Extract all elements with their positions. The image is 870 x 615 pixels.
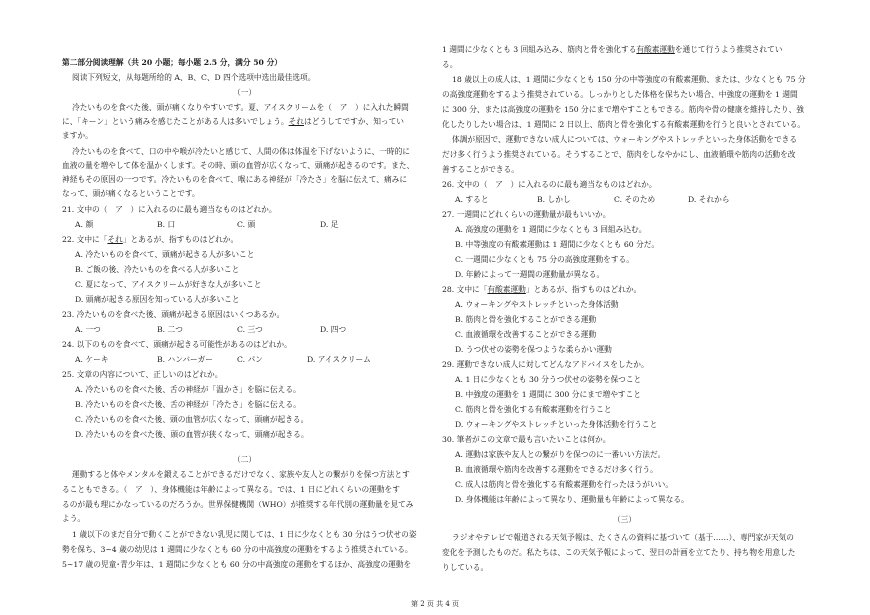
passage-3-line: ラジオやテレビで報道される天気予報は、たくさんの資料に基づいて（基于……）、専門家が天気の (452, 533, 794, 542)
passage-2-cont-line: 1 週間に少なくとも 3 回組み込み、筋肉と骨を強化する有酸素運動を通じて行うよう推奨されてい (442, 45, 783, 54)
passage-2-line: 運動すると体やメンタルを鍛えることができるだけでなく、家族や友人との繋がりを保つ方法とす (72, 470, 410, 479)
passage-1-line: 神経もその原因の一つです。冷たいものを食べて、喉にある神経が「冷たさ」を脳に伝えて、痛みに (62, 175, 408, 184)
q26-option-d[interactable]: D. それから (688, 195, 730, 204)
q23-option-c[interactable]: C. 三つ (237, 325, 263, 334)
q23-option-b[interactable]: B. 二つ (157, 325, 183, 334)
passage-1-line: ますか。 (62, 131, 93, 140)
q30-option-c[interactable]: C. 成人は筋肉と骨を強化する有酸素運動を行ったほうがいい。 (455, 480, 674, 489)
q24-option-b[interactable]: B. ハンバーガー (157, 355, 213, 364)
q30-option-b[interactable]: B. 血液循環や筋肉を改善する運動をできるだけ多く行う。 (455, 465, 658, 474)
question-30-stem: 30. 筆者がこの文章で最も言いたいことは何か。 (442, 435, 611, 444)
q29-option-b[interactable]: B. 中強度の運動を 1 週間に 300 分にまで増やすこと (455, 390, 641, 399)
passage-1-line: 冷たいものを食べた後、頭が痛くなりやすいです。夏、アイスクリームを（ ア ）に入れた瞬間 (72, 103, 409, 112)
passage-2-line: ることもできる。（ ア ）、身体機能は年齢によって異なる。では、1 日にどれくらいの運動をす (62, 485, 400, 494)
passage-2-cont-line: る。 (442, 60, 458, 69)
q25-option-c[interactable]: C. 冷たいものを食べた後、頭の血管が広くなって、頭痛が起きる。 (75, 415, 309, 424)
passage-2-line: 1 歳以下のまだ自分で動くことができない乳児に関しては、1 日に少なくとも 30 分はうつ伏せの姿 (72, 530, 417, 539)
q26-option-b[interactable]: B. しかし (537, 195, 571, 204)
q22-option-d[interactable]: D. 頭痛が起きる原因を知っている人が多いこと (75, 295, 240, 304)
question-26-stem: 26. 文中の（ ア ）に入れるのに最も適当なものはどれか。 (442, 180, 657, 189)
q29-option-a[interactable]: A. 1 日に少なくとも 30 分うつ伏せの姿勢を保つこと (455, 375, 642, 384)
underlined-word: 有酸素運動 (636, 45, 675, 54)
q24-option-c[interactable]: C. パン (237, 355, 263, 364)
passage-1-line: なって、頭が痛くなるということです。 (62, 189, 200, 198)
q21-option-b[interactable]: B. 口 (157, 220, 176, 229)
q29-option-d[interactable]: D. ウォーキングやストレッチといった身体活動を行うこと (455, 420, 658, 429)
passage-2-cont-line: に 300 分、または高強度の運動を 150 分にまで増やすこともできる。筋肉や骨の健康を維持したり、強 (442, 105, 804, 114)
q21-option-d[interactable]: D. 足 (320, 220, 339, 229)
q27-option-d[interactable]: D. 年齢によって一週間の運動量が異なる。 (455, 270, 605, 279)
question-28-stem: 28. 文中に「有酸素運動」とあるが、指すものはどれか。 (442, 285, 642, 294)
instruction: 阅读下列短文，从每题所给的 A、B、C、D 四个选项中选出最佳选项。 (72, 73, 316, 82)
q23-option-a[interactable]: A. 一つ (75, 325, 101, 334)
passage-2-cont-line: の高強度運動をするよう推奨されている。しっかりとした体格を保ちたい場合、中強度の運動を 1 週間 (442, 90, 798, 99)
q28-option-d[interactable]: D. うつ伏せの姿勢を保つような柔らかい運動 (455, 345, 612, 354)
q29-option-c[interactable]: C. 筋肉と骨を強化する有酸素運動を行うこと (455, 405, 612, 414)
q26-option-a[interactable]: A. すると (455, 195, 489, 204)
passage-2-cont-line: 化したりしたい場合は、1 週間に 2 日以上、筋肉と骨を強化する有酸素運動を行うと良いとされている。 (442, 120, 806, 129)
underlined-word: それ (288, 117, 305, 126)
q28-option-c[interactable]: C. 血液循環を改善することができる運動 (455, 330, 597, 339)
passage-1-marker: （一） (232, 88, 257, 97)
q21-option-a[interactable]: A. 顔 (75, 220, 94, 229)
q28-option-a[interactable]: A. ウォーキングやストレッチといった身体活動 (455, 300, 619, 309)
passage-2-cont-line: 善することができる。 (442, 165, 519, 174)
q21-option-c[interactable]: C. 頭 (237, 220, 256, 229)
q30-option-a[interactable]: A. 運動は家族や友人との繋がりを保つのに一番いい方法だ。 (455, 450, 666, 459)
passage-2-line: 5~17 歳の児童･青少年は、1 週間に少なくとも 60 分の中高強度の運動をするほか、高強度の運動を (62, 560, 412, 569)
passage-3-line: 変化を予測したものだ。私たちは、この天気予報によって、翌日の計画を立てたり、持ち物を用意した (442, 548, 796, 557)
passage-1-line: 血液の量を増やして体を温かくします。その時、頭の血管が広くなって、頭痛が起きるのです。また、 (62, 161, 415, 170)
question-22-stem: 22. 文中に「それ」とあるが、指すものはどれか。 (62, 235, 239, 244)
q24-option-d[interactable]: D. アイスクリーム (307, 355, 371, 364)
q27-option-c[interactable]: C. 一週間に少なくとも 75 分の高強度運動をする。 (455, 255, 634, 264)
question-24-stem: 24. 以下のものを食べて、頭痛が起きる可能性があるのはどれか。 (62, 340, 292, 349)
q26-option-c[interactable]: C. そのため (614, 195, 656, 204)
question-21-stem: 21. 文中の（ ア ）に入れるのに最も適当なものはどれか。 (62, 205, 277, 214)
question-23-stem: 23. 冷たいものを食べた後、頭痛が起きる原因はいくつあるか。 (62, 310, 285, 319)
passage-2-cont-line: 18 歳以上の成人は、1 週間に少なくとも 150 分の中等強度の有酸素運動、または、少なくとも 75 分 (452, 75, 806, 84)
q22-option-b[interactable]: B. ご飯の後、冷たいものを食べる人が多いこと (75, 265, 240, 274)
q25-option-a[interactable]: A. 冷たいものを食べた後、舌の神経が「温かさ」を脳に伝える。 (75, 385, 301, 394)
underlined-reference: それ (107, 235, 123, 244)
question-25-stem: 25. 文章の内容について、正しいのはどれか。 (62, 370, 223, 379)
passage-2-cont-line: だけ多く行うよう推奨されている。そうすることで、筋肉をしなやかにし、血液循環や筋肉の活動を改 (442, 150, 796, 159)
q30-option-d[interactable]: D. 身体機能は年齢によって異なり、運動量も年齢によって異なる。 (455, 495, 689, 504)
q28-option-b[interactable]: B. 筋肉と骨を強化することができる運動 (455, 315, 597, 324)
q27-option-a[interactable]: A. 高強度の運動を 1 週間に少なくとも 3 回組み込む。 (455, 225, 647, 234)
q22-option-c[interactable]: C. 夏になって、アイスクリームが好きな人が多いこと (75, 280, 262, 289)
q24-option-a[interactable]: A. ケーキ (75, 355, 109, 364)
q25-option-d[interactable]: D. 冷たいものを食べた後、頭の血管が狭くなって、頭痛が起きる。 (75, 430, 309, 439)
section-header: 第二部分阅读理解（共 20 小题；每小题 2.5 分，满分 50 分） (62, 58, 282, 67)
page-footer: 第 2 页 共 4 页 (410, 600, 460, 608)
question-29-stem: 29. 運動できない成人に対してどんなアドバイスをしたか。 (442, 360, 649, 369)
passage-2-line: 勢を保ち、3~4 歳の幼児は 1 週間に少なくとも 60 分の中高強度の運動をするよう推奨されている。 (62, 545, 413, 554)
passage-1-line: に、「キーン」という痛みを感じたことがある人は多いでしょう。それはどうしてですか、知ってい (62, 117, 404, 126)
q25-option-b[interactable]: B. 冷たいものを食べた後、舌の神経が「冷たさ」を脳に伝える。 (75, 400, 301, 409)
q27-option-b[interactable]: B. 中等強度の有酸素運動は 1 週間に少なくとも 60 分だ。 (455, 240, 660, 249)
underlined-reference: 有酸素運動 (487, 285, 526, 294)
passage-2-marker: （二） (232, 455, 257, 464)
passage-2-line: るのが最も理にかなっているのだろうか。世界保健機関（WHO）が推奨する年代別の運動量を見てみ (62, 500, 414, 509)
passage-2-cont-line: 体調が原因で、運動できない成人については、ウォーキングやストレッチといった身体活動をできる (452, 135, 798, 144)
passage-2-line: よう。 (62, 514, 86, 523)
q22-option-a[interactable]: A. 冷たいものを食べて、頭痛が起きる人が多いこと (75, 250, 255, 259)
q23-option-d[interactable]: D. 四つ (320, 325, 347, 334)
passage-3-line: りしている。 (442, 563, 489, 572)
question-27-stem: 27. 一週間にどれくらいの運動量が最もいいか。 (442, 210, 611, 219)
passage-3-marker: （三） (612, 515, 637, 524)
passage-1-line: 冷たいものを食べて、口の中や喉が冷たいと感じて、人間の体は体温を下げないように、一時的に (72, 147, 410, 156)
